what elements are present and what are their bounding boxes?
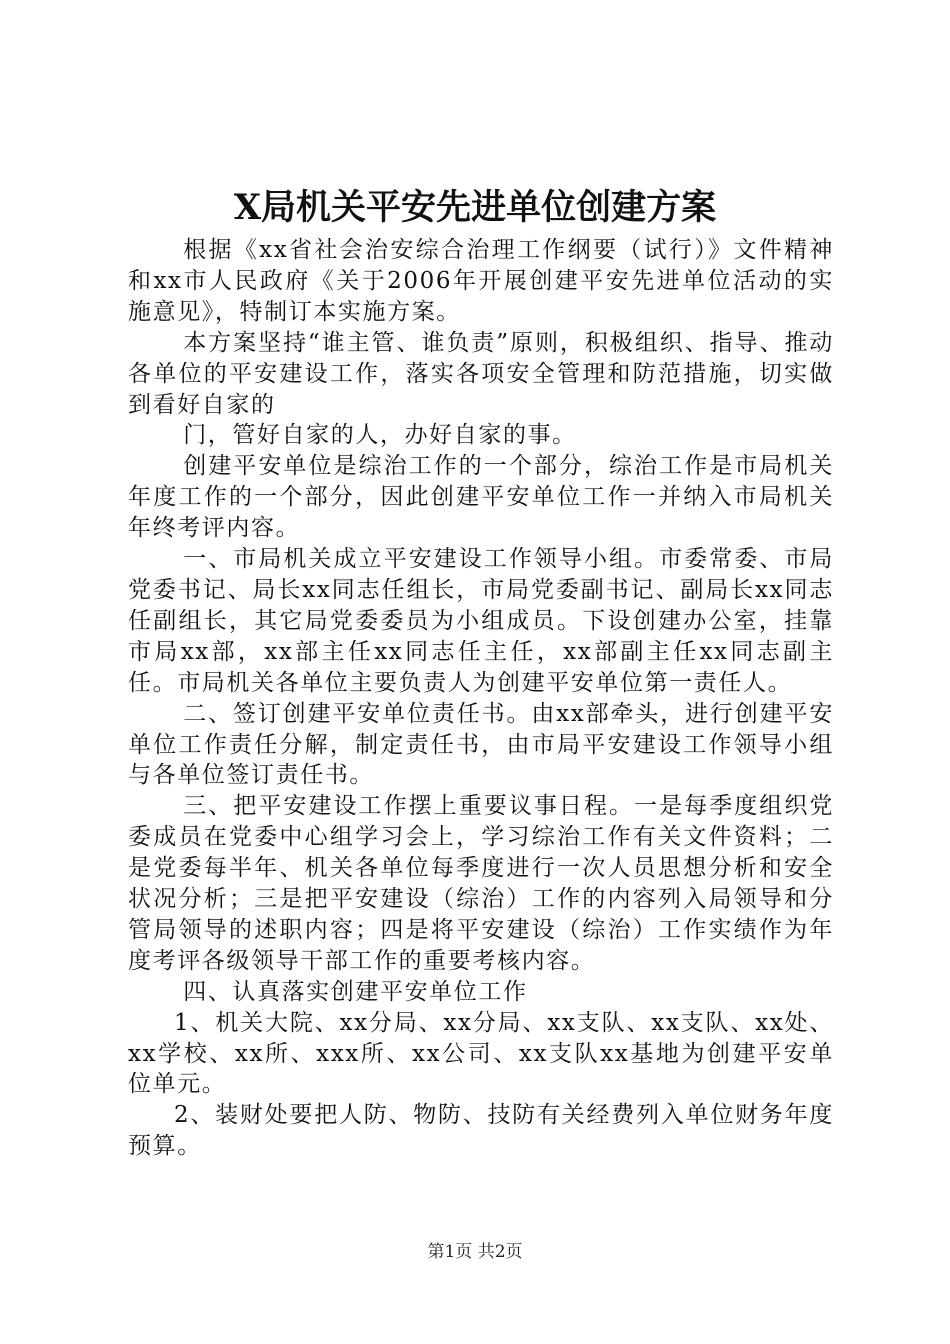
- paragraph-section-one: 一、市局机关成立平安建设工作领导小组。市委常委、市局党委书记、局长xx同志任组长，市局党委副书记、副局长xx同志任副组长，其它局党委委员为小组成员。下设创建办公室，挂靠市局xx部，xx部主任xx同志任主任，xx部副主任xx同志副主任。市局机关各单位主要负责人为创建平安单位第一责任人。: [128, 546, 834, 696]
- paragraph-section-three: 三、把平安建设工作摆上重要议事日程。一是每季度组织党委成员在党委中心组学习会上，学习综治工作有关文件资料；二是党委每半年、机关各单位每季度进行一次人员思想分析和安全状况分析；三是把平安建设（综治）工作的内容列入局领导和分管局领导的述职内容；四是将平安建设（综治）工作实绩作为年度考评各级领导干部工作的重要考核内容。: [128, 793, 834, 974]
- paragraph-item-two: 2、装财处要把人防、物防、技防有关经费列入单位财务年度预算。: [128, 1102, 834, 1160]
- page-number-footer: 第1页 共2页: [427, 1242, 523, 1262]
- document-title: X局机关平安先进单位创建方案: [233, 187, 717, 228]
- paragraph-basis: 根据《xx省社会治安综合治理工作纲要（试行）》文件精神和xx市人民政府《关于2006年开展创建平安先进单位活动的实施意见》，特制订本实施方案。: [128, 237, 834, 325]
- paragraph-section-two: 二、签订创建平安单位责任书。由xx部牵头，进行创建平安单位工作责任分解，制定责任书，由市局平安建设工作领导小组与各单位签订责任书。: [128, 700, 834, 789]
- paragraph-assessment: 创建平安单位是综治工作的一个部分，综治工作是市局机关年度工作的一个部分，因此创建平安单位工作一并纳入市局机关年终考评内容。: [128, 453, 834, 542]
- paragraph-principle: 本方案坚持“谁主管、谁负责”原则，积极组织、指导、推动各单位的平安建设工作，落实各项安全管理和防范措施，切实做到看好自家的: [128, 329, 834, 418]
- document-body: [128, 235, 834, 1162]
- paragraph-item-one: 1、机关大院、xx分局、xx分局、xx支队、xx支队、xx处、xx学校、xx所、xxx所、xx公司、xx支队xx基地为创建平安单位单元。: [128, 1009, 834, 1098]
- paragraph-principle-continued: 门，管好自家的人，办好自家的事。: [183, 422, 577, 449]
- paragraph-section-four: 四、认真落实创建平安单位工作: [183, 978, 528, 1005]
